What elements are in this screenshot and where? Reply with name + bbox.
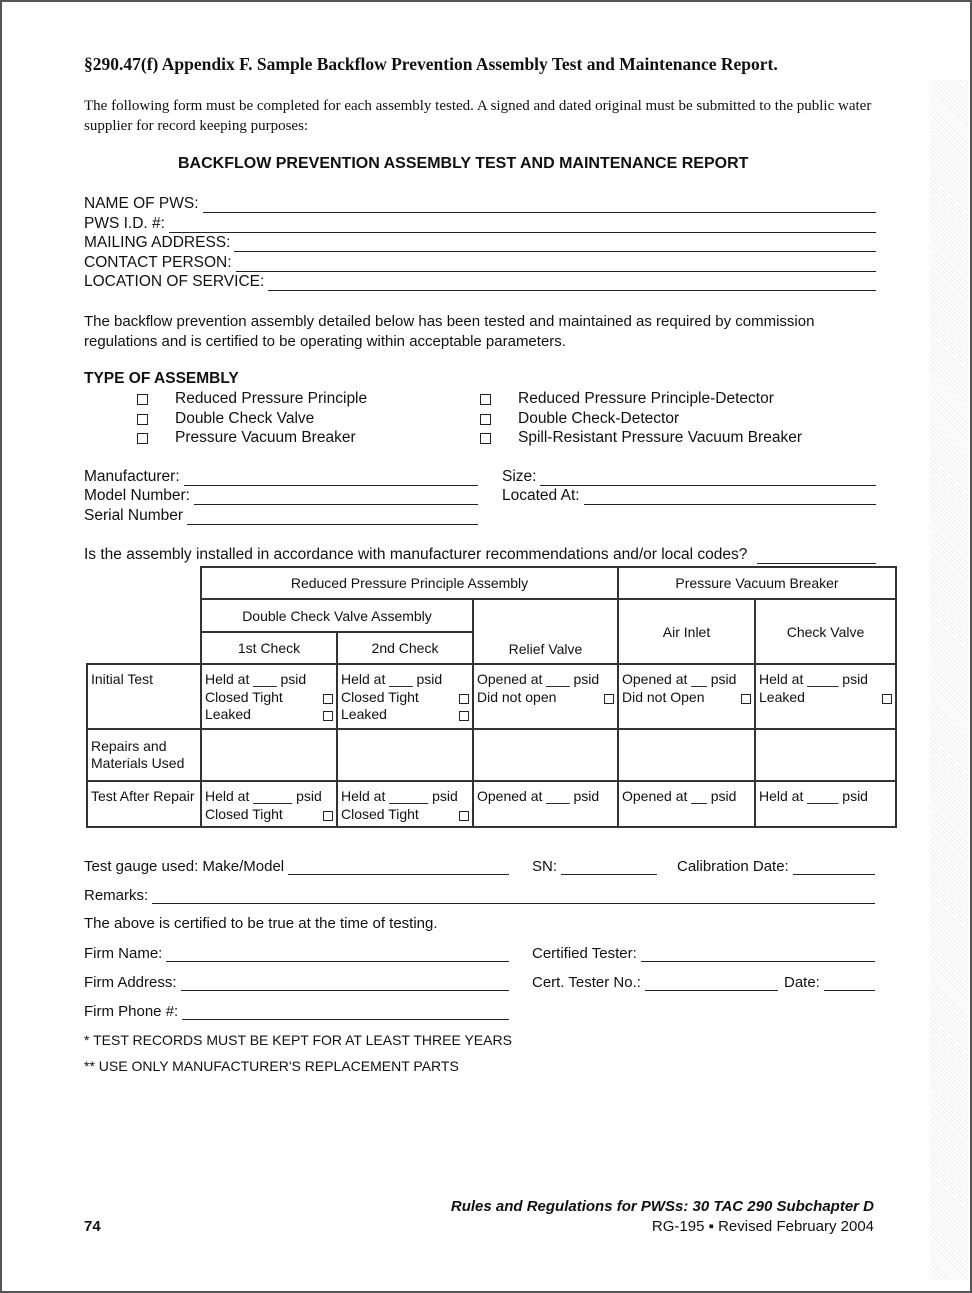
row-label: Repairs and Materials Used bbox=[87, 729, 201, 781]
label: Firm Phone #: bbox=[84, 1003, 179, 1020]
leaked-option[interactable] bbox=[759, 689, 892, 707]
repairs-cell[interactable] bbox=[337, 729, 473, 781]
option-label: Double Check Valve bbox=[175, 410, 315, 427]
input-line[interactable] bbox=[561, 860, 657, 875]
input-line[interactable] bbox=[234, 237, 876, 252]
input-line[interactable] bbox=[268, 276, 876, 291]
label: Did not Open bbox=[622, 688, 705, 705]
check1-header: 1st Check bbox=[201, 632, 337, 664]
did-not-open-option[interactable] bbox=[477, 689, 614, 707]
label: Firm Address: bbox=[84, 974, 177, 991]
opened-at-field[interactable]: Opened at ___ psid bbox=[477, 671, 600, 687]
blank-cell bbox=[87, 567, 201, 664]
field-pws-id[interactable] bbox=[84, 215, 876, 233]
input-line[interactable] bbox=[793, 860, 875, 875]
label: Size: bbox=[502, 468, 537, 485]
option-label: Reduced Pressure Principle-Detector bbox=[518, 390, 774, 407]
label: Date: bbox=[784, 974, 820, 991]
held-at-field[interactable]: Held at _____ psid bbox=[341, 788, 458, 804]
label: Test gauge used: Make/Model bbox=[84, 858, 285, 875]
held-at-field[interactable]: Held at _____ psid bbox=[205, 788, 322, 804]
field-gauge[interactable] bbox=[84, 858, 509, 875]
checkbox[interactable] bbox=[604, 694, 614, 704]
label: Is the assembly installed in accordance with manufacturer recommendations and/or local codes? bbox=[84, 546, 748, 563]
held-at-field[interactable]: Held at ___ psid bbox=[341, 671, 443, 687]
row-label: Initial Test bbox=[87, 664, 201, 729]
input-line[interactable] bbox=[540, 471, 876, 486]
opened-at-field[interactable]: Opened at __ psid bbox=[622, 788, 737, 804]
field-calibration-date[interactable] bbox=[677, 858, 875, 875]
field-contact-person[interactable] bbox=[84, 254, 876, 272]
table-row-after bbox=[87, 781, 896, 827]
relief-valve-header: Relief Valve bbox=[473, 599, 618, 664]
did-not-open-option[interactable] bbox=[622, 689, 751, 707]
opened-at-field[interactable]: Opened at ___ psid bbox=[477, 788, 600, 804]
scan-texture bbox=[930, 80, 968, 1280]
label: Remarks: bbox=[84, 887, 149, 904]
input-line[interactable] bbox=[166, 947, 509, 962]
repairs-cell[interactable] bbox=[201, 729, 337, 781]
opened-at-field[interactable]: Opened at __ psid bbox=[622, 671, 737, 687]
held-at-field[interactable]: Held at ____ psid bbox=[759, 788, 868, 804]
input-line[interactable] bbox=[757, 549, 876, 564]
label: Closed Tight bbox=[205, 805, 283, 822]
label: Did not open bbox=[477, 688, 557, 705]
input-line[interactable] bbox=[169, 218, 876, 233]
input-line[interactable] bbox=[288, 860, 509, 875]
repairs-cell[interactable] bbox=[755, 729, 896, 781]
label: SN: bbox=[532, 858, 558, 875]
held-at-field[interactable]: Held at ___ psid bbox=[205, 671, 307, 687]
dcva-header: Double Check Valve Assembly bbox=[201, 599, 473, 632]
rpp-header: Reduced Pressure Principle Assembly bbox=[201, 567, 618, 599]
note-parts: ** USE ONLY MANUFACTURER'S REPLACEMENT PARTS bbox=[84, 1058, 459, 1074]
input-line[interactable] bbox=[824, 976, 875, 991]
leaked-option[interactable] bbox=[205, 706, 333, 724]
label: Manufacturer: bbox=[84, 468, 180, 485]
closed-tight-option[interactable] bbox=[205, 689, 333, 707]
label: Firm Name: bbox=[84, 945, 163, 962]
field-mailing-address[interactable] bbox=[84, 234, 876, 252]
label: Model Number: bbox=[84, 487, 190, 504]
checkbox[interactable] bbox=[459, 694, 469, 704]
held-at-field[interactable]: Held at ____ psid bbox=[759, 671, 868, 687]
checkbox[interactable] bbox=[480, 394, 491, 405]
checkbox[interactable] bbox=[137, 433, 148, 444]
field-sn[interactable] bbox=[532, 858, 657, 875]
checkbox[interactable] bbox=[323, 711, 333, 721]
option-rppd[interactable] bbox=[480, 390, 774, 408]
input-line[interactable] bbox=[194, 490, 478, 505]
label: Cert. Tester No.: bbox=[532, 974, 641, 991]
label: NAME OF PWS: bbox=[84, 195, 199, 212]
checkbox[interactable] bbox=[323, 694, 333, 704]
table-row-initial bbox=[87, 664, 896, 729]
checkbox[interactable] bbox=[480, 433, 491, 444]
option-srpvb[interactable] bbox=[480, 429, 802, 447]
checkbox[interactable] bbox=[882, 694, 892, 704]
input-line[interactable] bbox=[645, 976, 778, 991]
table-row-repairs bbox=[87, 729, 896, 781]
air-inlet-header: Air Inlet bbox=[618, 599, 755, 664]
label: Leaked bbox=[759, 688, 805, 705]
certify-paragraph: The backflow prevention assembly detailed below has been tested and maintained as required by commission regulations and is certified to be operating within acceptable parameters. bbox=[84, 313, 815, 350]
pvb-header: Pressure Vacuum Breaker bbox=[618, 567, 896, 599]
label: CONTACT PERSON: bbox=[84, 254, 232, 271]
checkbox[interactable] bbox=[137, 394, 148, 405]
option-pvb[interactable] bbox=[137, 429, 356, 447]
field-manufacturer[interactable] bbox=[84, 468, 478, 486]
field-firm-address[interactable] bbox=[84, 974, 509, 991]
field-serial[interactable] bbox=[84, 507, 478, 525]
option-label: Spill-Resistant Pressure Vacuum Breaker bbox=[518, 429, 802, 446]
repairs-cell[interactable] bbox=[473, 729, 618, 781]
field-certified-tester[interactable] bbox=[532, 945, 875, 962]
label: Closed Tight bbox=[341, 688, 419, 705]
label: LOCATION OF SERVICE: bbox=[84, 273, 265, 290]
label: Serial Number bbox=[84, 507, 184, 524]
field-tester-no[interactable] bbox=[532, 974, 778, 991]
input-line[interactable] bbox=[641, 947, 875, 962]
closed-tight-option[interactable] bbox=[341, 806, 469, 824]
input-line[interactable] bbox=[182, 1005, 509, 1020]
form-title: BACKFLOW PREVENTION ASSEMBLY TEST AND MAINTENANCE REPORT bbox=[178, 155, 749, 172]
label: Certified Tester: bbox=[532, 945, 637, 962]
label: PWS I.D. #: bbox=[84, 215, 165, 232]
field-located-at[interactable] bbox=[502, 487, 876, 505]
option-label: Double Check-Detector bbox=[518, 410, 680, 427]
field-firm-phone[interactable] bbox=[84, 1003, 509, 1020]
footer-rules: Rules and Regulations for PWSs: 30 TAC 290 Subchapter D bbox=[450, 1198, 874, 1215]
checkbox[interactable] bbox=[459, 811, 469, 821]
label: Leaked bbox=[205, 706, 251, 722]
check2-header: 2nd Check bbox=[337, 632, 473, 664]
footer-revision: RG-195 ▪ Revised February 2004 bbox=[651, 1218, 874, 1235]
option-label: Reduced Pressure Principle bbox=[175, 390, 368, 407]
field-size[interactable] bbox=[502, 468, 876, 486]
input-line[interactable] bbox=[181, 976, 509, 991]
field-installed-question[interactable] bbox=[84, 546, 876, 564]
row-label: Test After Repair bbox=[87, 781, 201, 827]
option-dcd[interactable] bbox=[480, 410, 679, 428]
option-label: Pressure Vacuum Breaker bbox=[175, 429, 356, 446]
type-of-assembly-label: TYPE OF ASSEMBLY bbox=[84, 370, 239, 387]
input-line[interactable] bbox=[187, 510, 478, 525]
checkbox[interactable] bbox=[741, 694, 751, 704]
closed-tight-option[interactable] bbox=[205, 806, 333, 824]
input-line[interactable] bbox=[152, 889, 875, 904]
input-line[interactable] bbox=[236, 257, 876, 272]
field-location[interactable] bbox=[84, 273, 876, 291]
intro-text: The following form must be completed for each assembly tested. A signed and dated original must be submitted to the public water supplier for record keeping purposes: bbox=[84, 98, 872, 134]
checkbox[interactable] bbox=[323, 811, 333, 821]
note-records: * TEST RECORDS MUST BE KEPT FOR AT LEAST THREE YEARS bbox=[84, 1032, 512, 1048]
field-model[interactable] bbox=[84, 487, 478, 505]
page-number: 74 bbox=[84, 1218, 101, 1235]
leaked-option[interactable] bbox=[341, 706, 469, 724]
input-line[interactable] bbox=[584, 490, 876, 505]
option-rpp[interactable] bbox=[137, 390, 367, 408]
closed-tight-option[interactable] bbox=[341, 689, 469, 707]
test-table bbox=[86, 566, 897, 828]
checkbox[interactable] bbox=[459, 711, 469, 721]
input-line[interactable] bbox=[184, 471, 478, 486]
input-line[interactable] bbox=[203, 198, 876, 213]
label: Closed Tight bbox=[205, 688, 283, 705]
label: Closed Tight bbox=[341, 805, 419, 822]
checkbox[interactable] bbox=[137, 414, 148, 425]
label: MAILING ADDRESS: bbox=[84, 234, 231, 251]
option-dcv[interactable] bbox=[137, 410, 314, 428]
repairs-cell[interactable] bbox=[618, 729, 755, 781]
page-heading: §290.47(f) Appendix F. Sample Backflow Prevention Assembly Test and Maintenance Report. bbox=[84, 54, 778, 74]
label: Calibration Date: bbox=[677, 858, 789, 875]
label: Located At: bbox=[502, 487, 580, 504]
checkbox[interactable] bbox=[480, 414, 491, 425]
label: Leaked bbox=[341, 706, 387, 722]
field-remarks[interactable] bbox=[84, 887, 875, 904]
certified-text: The above is certified to be true at the time of testing. bbox=[84, 915, 438, 932]
field-pws-name[interactable] bbox=[84, 195, 876, 213]
field-firm-name[interactable] bbox=[84, 945, 509, 962]
check-valve-header: Check Valve bbox=[755, 599, 896, 664]
field-date[interactable] bbox=[784, 974, 875, 991]
